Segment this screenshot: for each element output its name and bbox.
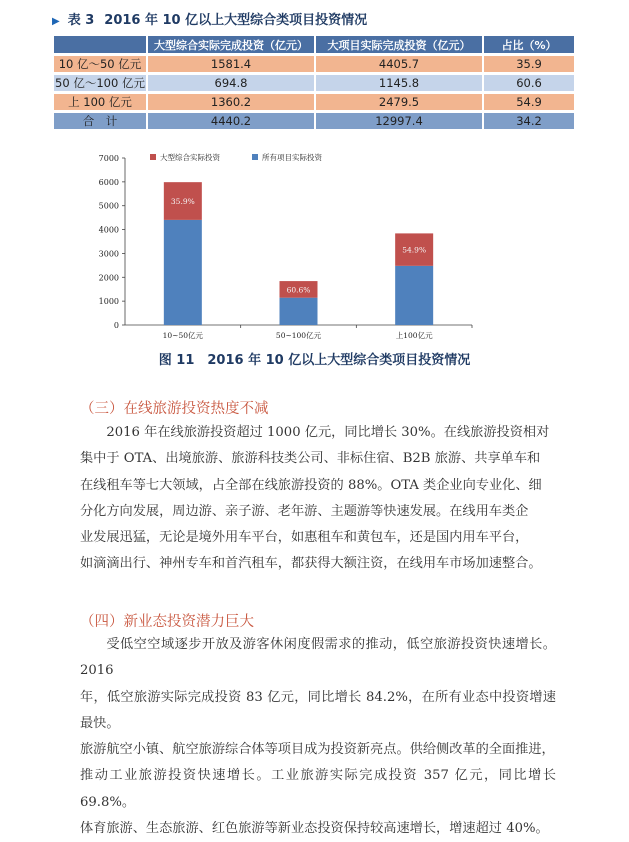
paragraph-line: 分化方向发展，周边游、亲子游、老年游、主题游等快速发展。在线用车类企 [80, 503, 529, 519]
table-cell: 2479.5 [316, 94, 482, 110]
y-tick-label: 1000 [98, 297, 119, 307]
bar-data-label: 35.9% [170, 197, 195, 207]
section-paragraph [80, 420, 556, 578]
y-tick-label: 5000 [98, 201, 119, 211]
table-cell: 1581.4 [148, 56, 314, 72]
bar-all-projects [280, 298, 318, 325]
table-header-row [54, 36, 574, 53]
paragraph-line: 体育旅游、生态旅游、红色旅游等新业态投资保持较高速增长，增速超过 40%。 [80, 821, 549, 837]
y-tick-label: 7000 [98, 154, 119, 163]
row-label: 上 100 亿元 [54, 94, 146, 110]
table-cell: 60.6 [484, 75, 574, 91]
table-cell: 4440.2 [148, 113, 314, 129]
table-cell: 1145.8 [316, 75, 482, 91]
header-cell [54, 36, 146, 53]
table-cell: 1360.2 [148, 94, 314, 110]
bar-data-label: 54.9% [402, 245, 427, 255]
section-heading: （三）在线旅游投资热度不减 [80, 401, 269, 417]
y-tick-label: 4000 [98, 225, 119, 235]
paragraph-line: 如滴滴出行、神州专车和首汽租车，都获得大额注资，在线用车市场加速整合。 [80, 556, 542, 572]
table-cell: 54.9 [484, 94, 574, 110]
paragraph-line: 在线租车等七大领域，占全部在线旅游投资的 88%。OTA 类企业向专业化、细 [80, 477, 542, 493]
table-cell: 34.2 [484, 113, 574, 129]
paragraph-line: 受低空空域逐步开放及游客休闲度假需求的推动，低空旅游投资快速增长。2016 [80, 637, 556, 679]
header-cell: 占比（%） [484, 36, 574, 53]
bar-all-projects [395, 266, 433, 325]
figure-caption: 图 11 2016 年 10 亿以上大型综合类项目投资情况 [158, 353, 471, 368]
section-paragraph [80, 632, 556, 842]
y-tick-label: 2000 [98, 273, 119, 283]
row-label: 50 亿～100 亿元 [55, 76, 145, 90]
x-tick-label: 10~50亿元 [162, 331, 204, 340]
legend-swatch-all-projects [252, 154, 258, 160]
legend-swatch-large-comprehensive [150, 154, 156, 160]
y-tick-label: 6000 [98, 177, 119, 187]
table-title [52, 9, 367, 28]
paragraph-line: 集中于 OTA、出境旅游、旅游科技类公司、非标住宿、B2B 旅游、共享单车和 [80, 451, 541, 467]
row-label: 10 亿～50 亿元 [54, 56, 146, 72]
section-heading: （四）新业态投资潜力巨大 [80, 614, 254, 630]
table-total-row [54, 113, 574, 129]
paragraph-line: 推动工业旅游投资快速增长。工业旅游实际完成投资 357 亿元，同比增长 69.8%。 [80, 768, 556, 810]
bar-all-projects [164, 220, 202, 325]
row-label: 合 计 [54, 113, 146, 129]
investment-bar-chart [80, 148, 480, 343]
table-label: 表 3 [67, 13, 95, 28]
header-cell: 大型综合实际完成投资（亿元） [148, 36, 314, 53]
x-tick-label: 上100亿元 [395, 331, 433, 340]
paragraph-line: 年，低空旅游实际完成投资 83 亿元，同比增长 84.2%，在所有业态中投资增速最快。 [80, 689, 556, 731]
x-tick-label: 50~100亿元 [275, 331, 322, 340]
legend-label: 大型综合实际投资 [160, 153, 220, 162]
table-row [54, 94, 574, 110]
table-row [54, 56, 574, 72]
investment-table [52, 33, 576, 132]
bar-data-label: 60.6% [286, 285, 311, 295]
table-cell: 4405.7 [316, 56, 482, 72]
table-title-text: 2016 年 10 亿以上大型综合类项目投资情况 [104, 13, 368, 28]
header-cell: 大项目实际完成投资（亿元） [316, 36, 482, 53]
paragraph-line: 2016 年在线旅游投资超过 1000 亿元，同比增长 30%。在线旅游投资相对 [106, 425, 550, 440]
y-tick-label: 3000 [98, 249, 119, 259]
table-cell: 694.8 [148, 75, 314, 91]
table-row [54, 75, 574, 91]
table-cell: 35.9 [484, 56, 574, 72]
table-cell: 12997.4 [316, 113, 482, 129]
triangle-marker-icon: ▶ [52, 16, 60, 27]
y-tick-label: 0 [113, 321, 119, 330]
paragraph-line: 业发展迅猛，无论是境外用车平台，如惠租车和黄包车，还是国内用车平台， [80, 530, 529, 546]
legend-label: 所有项目实际投资 [262, 153, 322, 162]
paragraph-line: 旅游航空小镇、航空旅游综合体等项目成为投资新亮点。供给侧改革的全面推进， [80, 742, 555, 758]
